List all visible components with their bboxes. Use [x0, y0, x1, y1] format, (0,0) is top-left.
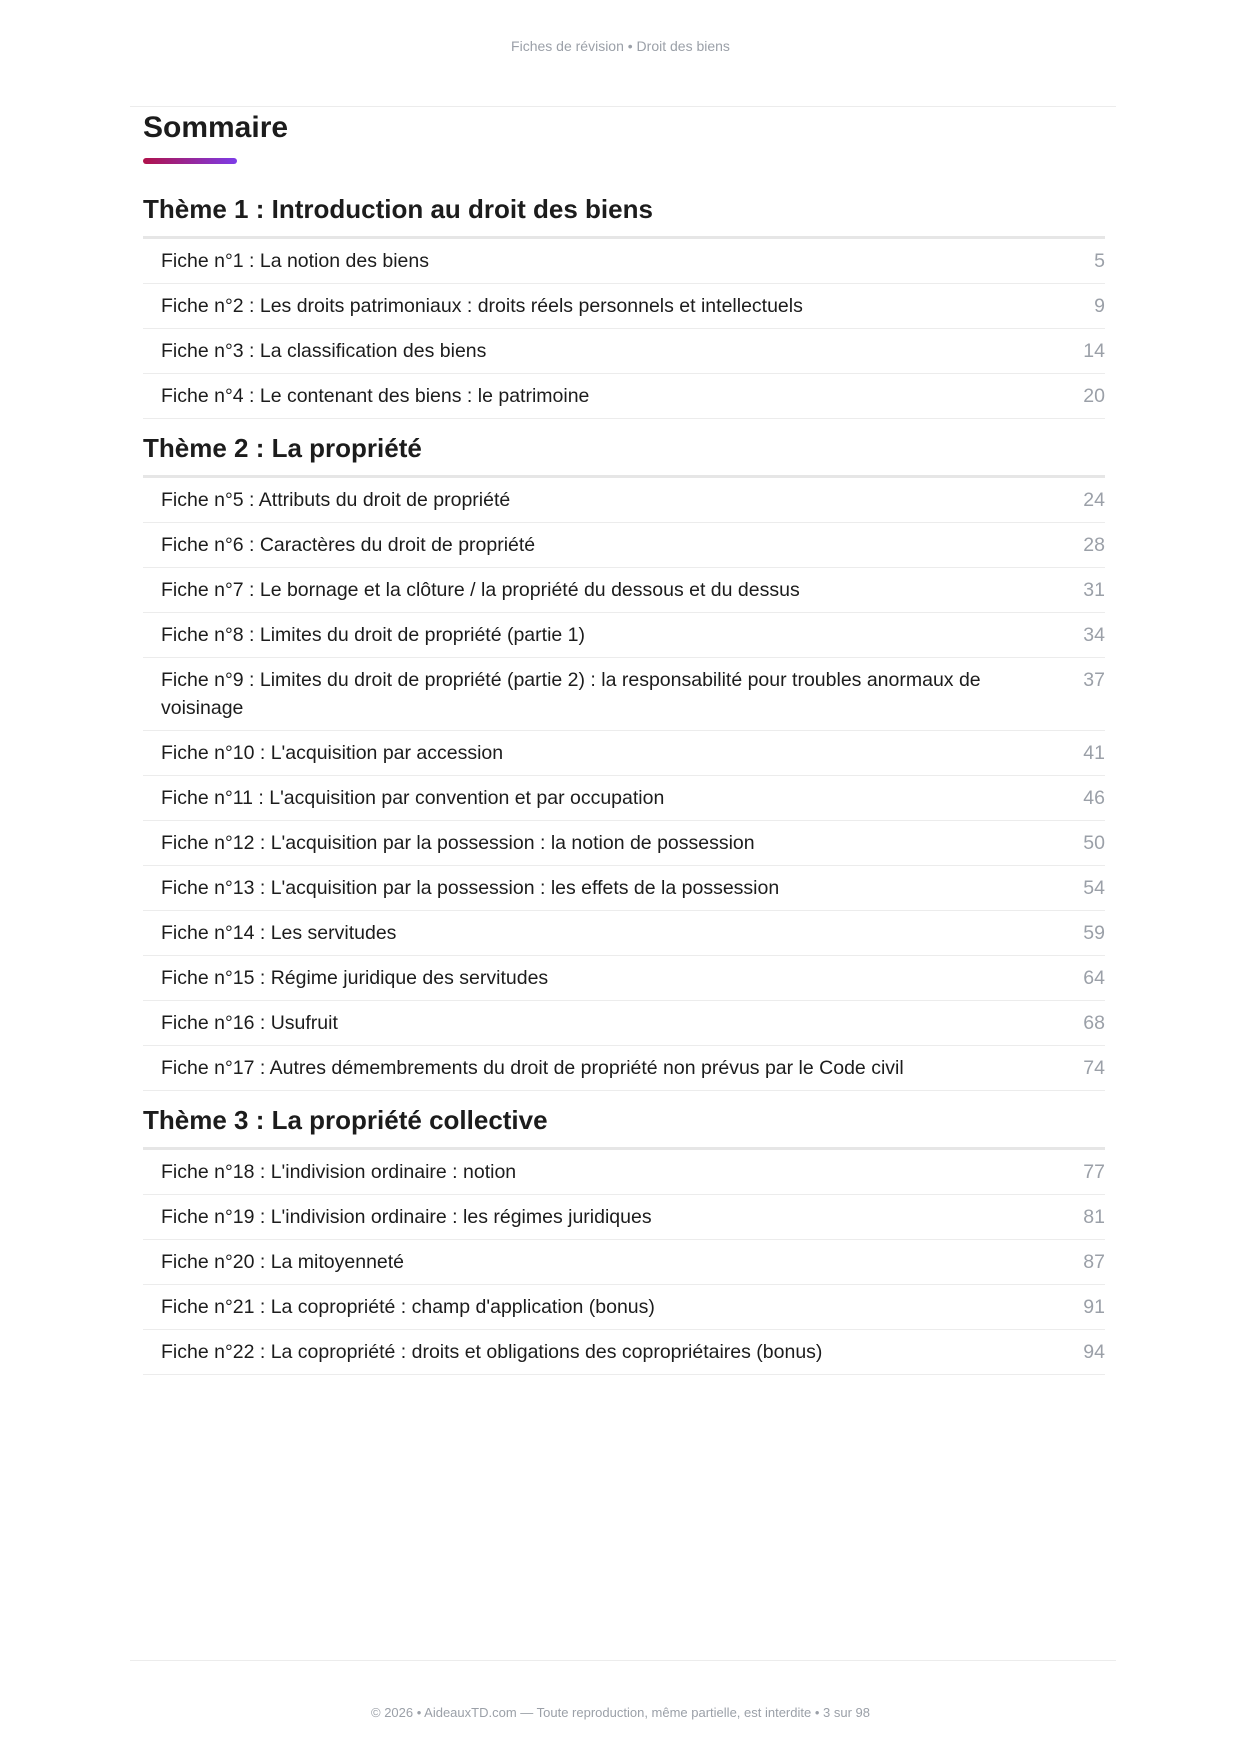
toc-entry-page-number: 74: [1083, 1057, 1105, 1079]
toc-entry-label: Fiche n°8 : Limites du droit de propriété (partie 1): [161, 624, 586, 646]
toc-entry[interactable]: [143, 478, 1105, 523]
toc-entry-page-number: 34: [1083, 624, 1105, 646]
theme-title: Thème 3 : La propriété collective: [143, 1103, 1105, 1150]
toc-entry-page-number: 5: [1094, 250, 1105, 272]
toc-entry[interactable]: [143, 613, 1105, 658]
toc-entry-label: Fiche n°10 : L'acquisition par accession: [161, 742, 504, 764]
toc-entry[interactable]: [143, 658, 1105, 731]
toc-entry-page-number: 81: [1083, 1206, 1105, 1228]
page-title: Sommaire: [143, 111, 289, 144]
toc-entry[interactable]: [143, 866, 1105, 911]
toc-entry-label: Fiche n°2 : Les droits patrimoniaux : droits réels personnels et intellectuels: [161, 295, 803, 317]
theme-title: Thème 2 : La propriété: [143, 431, 1105, 478]
toc-entry-page-number: 91: [1083, 1296, 1105, 1318]
toc-entry-label: Fiche n°20 : La mitoyenneté: [161, 1251, 405, 1273]
toc-entry-page-number: 50: [1083, 832, 1105, 854]
toc-entry-label: Fiche n°21 : La copropriété : champ d'application (bonus): [161, 1296, 655, 1318]
toc-entry-label: Fiche n°4 : Le contenant des biens : le patrimoine: [161, 385, 590, 407]
toc-entry[interactable]: [143, 1240, 1105, 1285]
toc-entry-label: Fiche n°7 : Le bornage et la clôture / la propriété du dessous et du dessus: [161, 579, 800, 601]
toc-entry-page-number: 54: [1083, 877, 1105, 899]
toc-entry-page-number: 87: [1083, 1251, 1105, 1273]
toc-entry[interactable]: [143, 1285, 1105, 1330]
theme-section: [143, 1103, 1105, 1375]
toc-entry-page-number: 20: [1083, 385, 1105, 407]
toc-entry-label: Fiche n°16 : Usufruit: [161, 1012, 338, 1034]
toc-entry-page-number: 41: [1083, 742, 1105, 764]
toc-entry-page-number: 31: [1083, 579, 1105, 601]
toc-entry-page-number: 68: [1083, 1012, 1105, 1034]
toc-entry-page-number: 14: [1083, 340, 1105, 362]
toc-entry[interactable]: [143, 239, 1105, 284]
toc-entry[interactable]: [143, 956, 1105, 1001]
toc-entry-label: Fiche n°18 : L'indivision ordinaire : notion: [161, 1161, 517, 1183]
toc-entry-label: Fiche n°15 : Régime juridique des servitudes: [161, 967, 549, 989]
toc-entry[interactable]: [143, 568, 1105, 613]
toc-entry-label: Fiche n°3 : La classification des biens: [161, 340, 487, 362]
toc-entry[interactable]: [143, 1001, 1105, 1046]
page-footer: © 2026 • AideauxTD.com — Toute reproduction, même partielle, est interdite • 3 sur 98: [371, 1705, 870, 1720]
toc-entry[interactable]: [143, 523, 1105, 568]
header-divider: [130, 106, 1116, 107]
toc-entry-label: Fiche n°19 : L'indivision ordinaire : les régimes juridiques: [161, 1206, 652, 1228]
toc-entry[interactable]: [143, 284, 1105, 329]
toc-entry-label: Fiche n°5 : Attributs du droit de propriété: [161, 489, 511, 511]
title-accent-bar: [143, 158, 237, 164]
toc-entry-page-number: 59: [1083, 922, 1105, 944]
toc-entry-label: Fiche n°14 : Les servitudes: [161, 922, 397, 944]
toc-entry[interactable]: [143, 329, 1105, 374]
toc-entry[interactable]: [143, 374, 1105, 419]
toc-entry-page-number: 46: [1083, 787, 1105, 809]
toc-entry-label: Fiche n°1 : La notion des biens: [161, 250, 429, 272]
toc-entry-label: Fiche n°9 : Limites du droit de propriété (partie 2) : la responsabilité pour troubles anormaux de voisinage: [161, 669, 981, 719]
toc-entry[interactable]: [143, 1195, 1105, 1240]
toc-entry-page-number: 77: [1083, 1161, 1105, 1183]
toc-entry-page-number: 9: [1094, 295, 1105, 317]
toc-entry[interactable]: [143, 731, 1105, 776]
toc-entry-page-number: 24: [1083, 489, 1105, 511]
toc-entry-label: Fiche n°6 : Caractères du droit de propriété: [161, 534, 536, 556]
toc-entry-label: Fiche n°17 : Autres démembrements du droit de propriété non prévus par le Code civil: [161, 1057, 904, 1079]
theme-section: [143, 431, 1105, 1091]
toc-entry-label: Fiche n°11 : L'acquisition par convention et par occupation: [161, 787, 665, 809]
running-header: Fiches de révision • Droit des biens: [511, 38, 730, 54]
toc-entry-label: Fiche n°22 : La copropriété : droits et obligations des copropriétaires (bonus): [161, 1341, 823, 1363]
table-of-contents: [143, 108, 1105, 1375]
toc-entry-page-number: 64: [1083, 967, 1105, 989]
toc-entry[interactable]: [143, 821, 1105, 866]
toc-entry-page-number: 28: [1083, 534, 1105, 556]
themes-container: [143, 192, 1105, 1375]
theme-title: Thème 1 : Introduction au droit des biens: [143, 192, 1105, 239]
toc-entry[interactable]: [143, 1330, 1105, 1375]
footer-divider: [130, 1660, 1116, 1661]
toc-entry-page-number: 94: [1083, 1341, 1105, 1363]
toc-entry[interactable]: [143, 776, 1105, 821]
toc-entry-label: Fiche n°12 : L'acquisition par la possession : la notion de possession: [161, 832, 755, 854]
toc-entry-label: Fiche n°13 : L'acquisition par la possession : les effets de la possession: [161, 877, 780, 899]
toc-entry[interactable]: [143, 1046, 1105, 1091]
toc-entry[interactable]: [143, 911, 1105, 956]
toc-entry-page-number: 37: [1083, 669, 1105, 691]
theme-section: [143, 192, 1105, 419]
toc-entry[interactable]: [143, 1150, 1105, 1195]
